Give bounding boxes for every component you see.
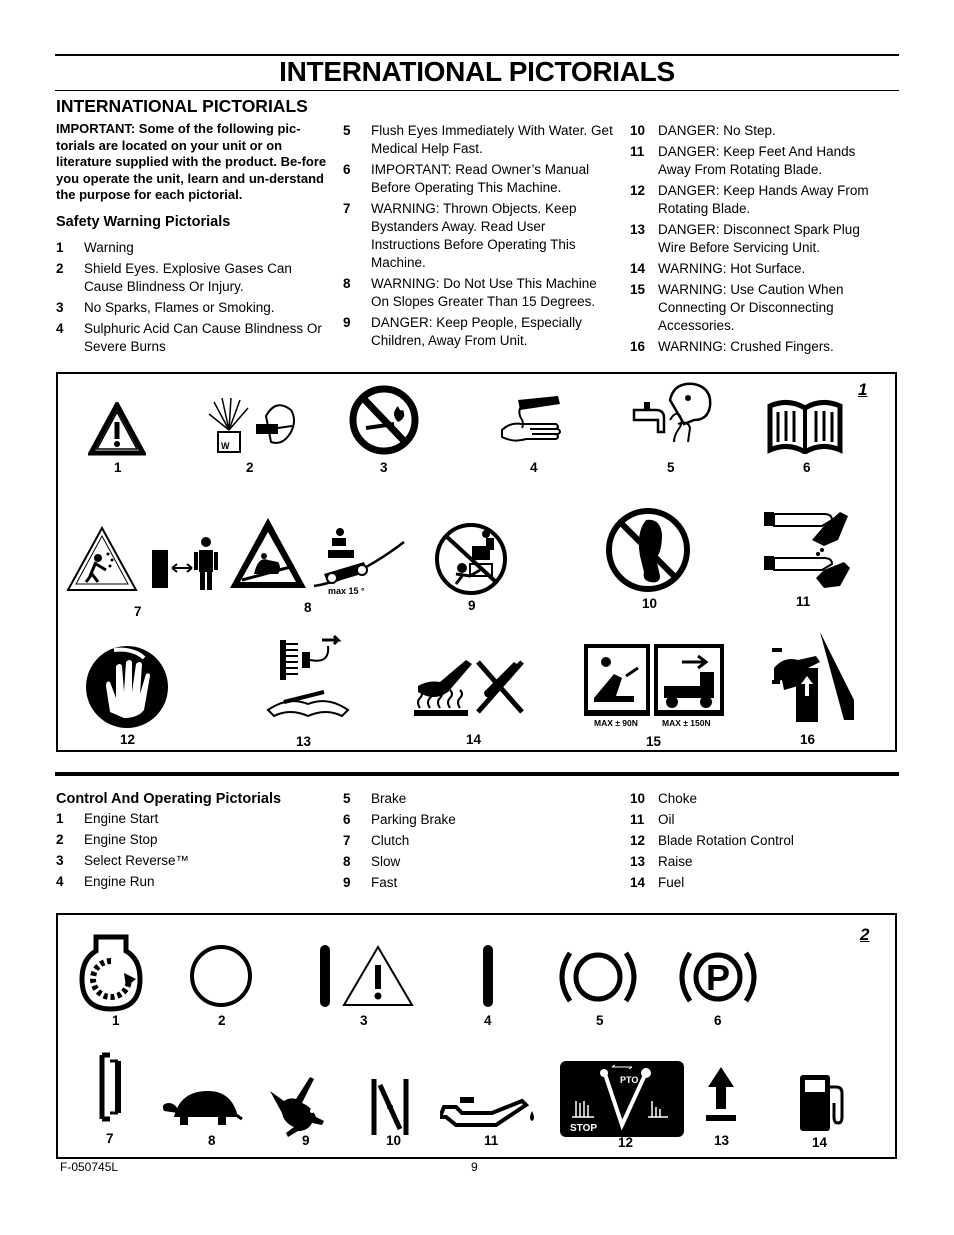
list-item: 10 Choke — [630, 791, 698, 806]
acid-burn-hand-icon — [498, 394, 568, 454]
list-item: 15 WARNING: Use Caution When Connecting Or Disconnecting Accessories. — [630, 282, 844, 333]
raise-arrow-icon — [704, 1065, 738, 1123]
pto-text: PTO — [620, 1075, 639, 1085]
figure-label: 5 — [596, 1013, 604, 1028]
figure-label: 11 — [796, 594, 811, 609]
list-item: 11 DANGER: Keep Feet And Hands Away From Rotating Blade. — [630, 144, 856, 177]
control-column-3 — [630, 790, 890, 895]
figure-2-control-pictorials — [56, 913, 897, 1159]
list-item: 3 Select Reverse™ — [56, 853, 190, 868]
list-item: 9 Fast — [343, 875, 398, 890]
figure-label: 5 — [667, 460, 675, 475]
section-heading: INTERNATIONAL PICTORIALS — [56, 96, 308, 116]
list-item: 13 DANGER: Disconnect Spark Plug Wire Before Servicing Unit. — [630, 222, 860, 255]
section-rule — [55, 772, 899, 776]
select-reverse-icon — [314, 943, 418, 1009]
figure-label: 3 — [380, 460, 388, 475]
parking-letter: P — [705, 957, 731, 998]
list-item: 10 DANGER: No Step. — [630, 123, 776, 138]
figure-label: 8 — [208, 1133, 216, 1148]
text-column-3 — [630, 122, 890, 359]
figure-label: 10 — [642, 596, 658, 611]
figure-label: 2 — [218, 1013, 226, 1028]
explosive-gas-eye-shield-icon — [206, 396, 296, 456]
figure-label: 1 — [112, 1013, 120, 1028]
list-item: 5 Brake — [343, 791, 407, 806]
figure-1-safety-pictorials — [56, 372, 897, 752]
figure-label: 13 — [296, 734, 312, 749]
figure-label: 9 — [468, 598, 476, 613]
list-item: 8 WARNING: Do Not Use This Machine On Slopes Greater Than 15 Degrees. — [343, 276, 597, 309]
figure-label: 13 — [714, 1133, 730, 1148]
list-item: 4 Sulphuric Acid Can Cause Blindness Or Severe Burns — [56, 320, 322, 354]
hot-surface-icon — [412, 652, 532, 718]
engine-start-icon — [78, 933, 144, 1013]
list-item: 1 Engine Start — [56, 811, 159, 826]
list-item: 14 Fuel — [630, 875, 685, 890]
figure-label: 2 — [246, 460, 254, 475]
figure-label: 6 — [714, 1013, 722, 1028]
list-item: 2 Engine Stop — [56, 832, 158, 847]
list-item: 12 Blade Rotation Control — [630, 833, 794, 848]
warning-triangle-icon — [88, 402, 146, 456]
fast-rabbit-icon — [266, 1073, 330, 1137]
crushed-fingers-icon — [770, 628, 856, 724]
slope-rollover-warning-icon — [228, 514, 408, 600]
list-item: 4 Engine Run — [56, 874, 155, 889]
owners-manual-book-icon — [766, 396, 844, 454]
intro-paragraph: IMPORTANT: Some of the following pic-torials are located on your unit or on literature supplied with the product. Be-fore you operate the unit, learn and un-derstand the purpose for each pictorial. — [56, 121, 327, 202]
no-step-icon — [604, 506, 692, 594]
max-force-label-1: MAX ± 90N — [594, 718, 638, 728]
fuel-pump-icon — [796, 1071, 846, 1133]
control-column-2 — [343, 790, 613, 895]
flush-eyes-icon — [630, 380, 716, 446]
figure-label: 7 — [106, 1131, 114, 1146]
list-item: 7 Clutch — [343, 833, 410, 848]
figure-label: 12 — [120, 732, 136, 747]
figure-label: 4 — [484, 1013, 492, 1028]
safety-heading: Safety Warning Pictorials — [56, 213, 231, 230]
keep-children-away-icon — [432, 520, 510, 598]
list-item: 13 Raise — [630, 854, 693, 869]
list-item: 6 Parking Brake — [343, 812, 456, 827]
list-item: 2 Shield Eyes. Explosive Gases Can Cause Blindness Or Injury. — [56, 260, 292, 294]
parking-brake-icon — [678, 945, 758, 1009]
page-number: 9 — [471, 1160, 478, 1174]
list-item: 3 No Sparks, Flames or Smoking. — [56, 299, 275, 315]
list-item: 9 DANGER: Keep People, Especially Children, Away From Unit. — [343, 315, 582, 348]
figure-number: 2 — [860, 925, 870, 944]
clutch-icon — [96, 1051, 126, 1123]
slope-text: max 15 ° — [328, 586, 365, 596]
blade-rotation-control-icon — [560, 1061, 684, 1137]
page-title: INTERNATIONAL PICTORIALS — [279, 56, 675, 87]
slow-turtle-icon — [160, 1087, 244, 1129]
figure-label: 16 — [800, 732, 816, 747]
figure-label: 14 — [466, 732, 482, 747]
figure-label: 11 — [484, 1133, 499, 1148]
figure-label: 6 — [803, 460, 811, 475]
engine-run-icon — [480, 943, 496, 1009]
list-item: 6 IMPORTANT: Read Owner’s Manual Before Operating This Machine. — [343, 162, 590, 195]
control-column-1 — [56, 790, 328, 894]
list-item: 16 WARNING: Crushed Fingers. — [630, 339, 834, 354]
list-item: 1 Warning — [56, 239, 134, 255]
rotating-blade-hand-icon — [84, 644, 170, 730]
oil-can-icon — [440, 1085, 540, 1137]
list-item: 8 Slow — [343, 854, 401, 869]
control-heading: Control And Operating Pictorials — [56, 791, 282, 807]
figure-label: 1 — [114, 460, 122, 475]
text-column-1 — [56, 97, 328, 359]
list-item: 12 DANGER: Keep Hands Away From Rotating Blade. — [630, 183, 869, 216]
figure-label: 7 — [134, 604, 142, 619]
svg-text:W: W — [221, 441, 230, 451]
list-item: 7 WARNING: Thrown Objects. Keep Bystanders Away. Read User Instructions Before Operating This Machine. — [343, 201, 577, 270]
figure-label: 3 — [360, 1013, 368, 1028]
no-flame-icon — [348, 384, 420, 456]
figure-label: 8 — [304, 600, 312, 615]
brake-icon — [558, 945, 638, 1009]
figure-label: 10 — [386, 1133, 402, 1148]
text-column-2 — [343, 122, 613, 353]
title-rule — [55, 90, 899, 91]
document-code: F-050745L — [60, 1160, 119, 1174]
spark-plug-disconnect-icon — [264, 630, 354, 720]
list-item: 11 Oil — [630, 812, 675, 827]
accessory-connect-caution-icon — [582, 642, 726, 720]
figure-number: 1 — [858, 380, 868, 399]
figure-label: 14 — [812, 1135, 828, 1150]
list-item: 5 Flush Eyes Immediately With Water. Get Medical Help Fast. — [343, 123, 613, 156]
figure-label: 9 — [302, 1133, 310, 1148]
list-item: 14 WARNING: Hot Surface. — [630, 261, 806, 276]
thrown-objects-warning-icon — [64, 522, 228, 594]
rotating-blade-feet-hands-icon — [762, 504, 854, 590]
figure-label: 12 — [618, 1135, 634, 1150]
stop-text: STOP — [570, 1123, 598, 1134]
max-force-label-2: MAX ± 150N — [662, 718, 711, 728]
figure-label: 4 — [530, 460, 538, 475]
choke-icon — [368, 1075, 412, 1139]
figure-label: 15 — [646, 734, 662, 749]
engine-stop-icon — [188, 943, 254, 1009]
